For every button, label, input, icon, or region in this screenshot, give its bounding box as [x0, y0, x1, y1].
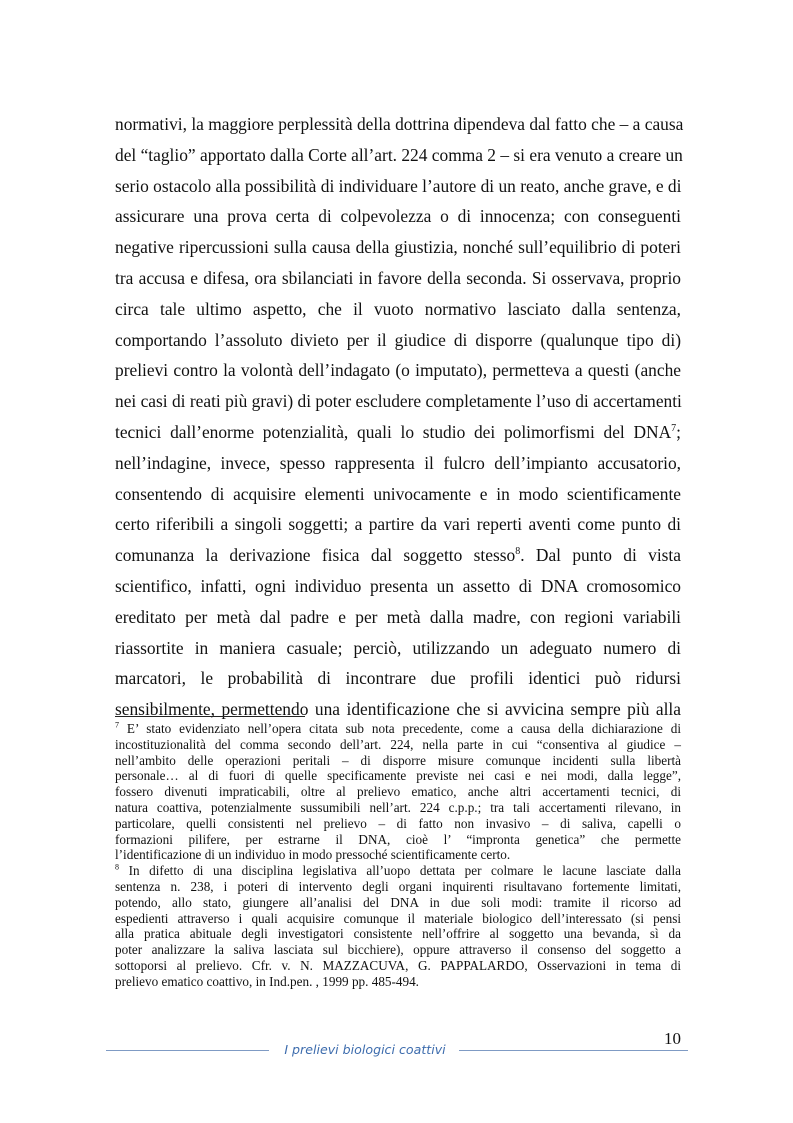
footnote-8-mark: 8 [115, 862, 119, 872]
body-text [115, 109, 684, 725]
footnote-7-line: personale… al di fuori di quelle specificamente previste nei casi e nei modi, dalla legge”, [115, 768, 681, 784]
footnote-8-line: prelievo ematico coattivo, in Ind.pen. , 1999 pp. 485-494. [115, 973, 419, 989]
body-line: normativi, la maggiore perplessità della dottrina dipendeva dal fatto che – a causa [115, 114, 684, 134]
footnote-7-line: incostituzionalità del comma secondo dell’art. 224, nella parte in cui “consentiva al giudice – [115, 736, 681, 752]
body-line-text: tecnici dall’enorme potenzialità, quali lo studio dei polimorfismi del DNA [115, 421, 672, 442]
body-line: del “taglio” apportato dalla Corte all’art. 224 comma 2 – si era venuto a creare un [115, 144, 683, 165]
body-line: ereditato per metà dal padre e per metà dalla madre, con regioni variabili [115, 606, 681, 627]
body-line: nei casi di reati più gravi) di poter escludere completamente l’uso di accertamenti [115, 391, 682, 412]
running-footer [106, 1040, 688, 1060]
footnote-7-line [115, 721, 681, 737]
footnote-separator [115, 716, 305, 717]
body-line: nell’indagine, invece, spesso rappresenta il fulcro dell’impianto accusatorio, [115, 452, 681, 473]
footnote-8-line: sentenza n. 238, i poteri di intervento degli organi inquirenti risultavano fortemente limitati, [115, 878, 681, 894]
footnote-7-text: E’ stato evidenziato nell’opera citata sub nota precedente, come a causa della dichiarazione di [119, 721, 681, 736]
body-line: riassortite in maniera casuale; perciò, utilizzando un adeguato numero di [115, 637, 681, 658]
body-line-tail: ; [676, 421, 681, 442]
footnote-8-line: potendo, allo stato, giungere all’analisi del DNA in due soli modi: tramite il ricorso ad [115, 894, 681, 910]
body-line [115, 540, 681, 571]
footer-rule-left [106, 1050, 269, 1051]
body-line: serio ostacolo alla possibilità di individuare l’autore di un reato, anche grave, e di [115, 175, 682, 196]
footnote-7-mark: 7 [115, 720, 119, 730]
footnote-7-line: l’identificazione di un individuo in modo pressoché scientificamente certo. [115, 847, 511, 863]
footnotes [115, 721, 681, 990]
footnote-7-line: natura coattiva, potenzialmente sussumibili nell’art. 224 c.p.p.; tra tali accertamenti rilevano, in [115, 799, 681, 815]
body-line: consentendo di acquisire elementi univocamente e in modo scientificamente [115, 483, 681, 504]
footnote-7-line: fossero divenuti impraticabili, oltre al prelievo ematico, anche altri accertamenti tecnici, di [115, 784, 681, 800]
footnote-7-line: nell’ambito delle operazioni peritali – di disporre misure comunque incidenti sulla libertà [115, 752, 681, 768]
body-line-text: comunanza la derivazione fisica dal soggetto stesso [115, 545, 516, 566]
body-line: prelievi contro la volontà dell’indagato (o imputato), permetteva a questi (anche [115, 360, 681, 381]
body-line: scientifico, infatti, ogni individuo presenta un assetto di DNA cromosomico [115, 575, 681, 596]
page-number: 10 [664, 1029, 681, 1048]
body-line: circa tale ultimo aspetto, che il vuoto normativo lasciato dalla sentenza, [115, 298, 681, 319]
body-line: assicurare una prova certa di colpevolezza o di innocenza; con conseguenti [115, 206, 681, 227]
body-line: sensibilmente, permettendo una identificazione che si avvicina sempre più alla [115, 699, 681, 720]
footnote-8-line: poter analizzare la saliva lasciata sul bicchiere), oppure attraverso il consenso del soggetto a [115, 942, 681, 958]
body-line: marcatori, le probabilità di incontrare due profili identici può ridursi [115, 668, 681, 689]
body-line: tra accusa e difesa, ora sbilanciati in favore della seconda. Si osservava, proprio [115, 267, 681, 288]
footnote-ref-8[interactable]: 8 [515, 546, 521, 558]
body-line-tail: . Dal punto di vista [520, 545, 681, 566]
footnote-ref-7[interactable]: 7 [671, 423, 677, 435]
body-line [115, 417, 681, 448]
footer-rule-right [459, 1050, 688, 1051]
footnote-8-line: sottoporsi al prelievo. Cfr. v. N. MAZZACUVA, G. PAPPALARDO, Osservazioni in tema di [115, 957, 681, 973]
footnote-7-line: particolare, quelli consistenti nel prelievo – di fatto non invasivo – di saliva, capelli o [115, 815, 681, 831]
footer-title: I prelievi biologici coattivi [284, 1042, 446, 1057]
body-line: negative ripercussioni sulla causa della giustizia, nonché sull’equilibrio di poteri [115, 237, 681, 258]
footnote-7-line: formazioni pilifere, per estrarne il DNA, cioè l’ “impronta genetica” che permette [115, 831, 681, 847]
footnote-8-line: espedienti attraverso i quali acquisire comunque il materiale biologico dell’interessato (si pensi [115, 910, 681, 926]
footnote-8-text: In difetto di una disciplina legislativa all’uopo dettata per colmare le lacune lasciate dalla [119, 863, 681, 879]
footnote-8-line [115, 863, 681, 879]
body-line: certo riferibili a singoli soggetti; a partire da vari reperti aventi come punto di [115, 514, 681, 535]
body-line: comportando l’assoluto divieto per il giudice di disporre (qualunque tipo di) [115, 329, 681, 350]
footnote-8-line: alla pratica abituale degli investigatori consistente nell’offrire al soggetto una bevanda, sì da [115, 926, 681, 942]
